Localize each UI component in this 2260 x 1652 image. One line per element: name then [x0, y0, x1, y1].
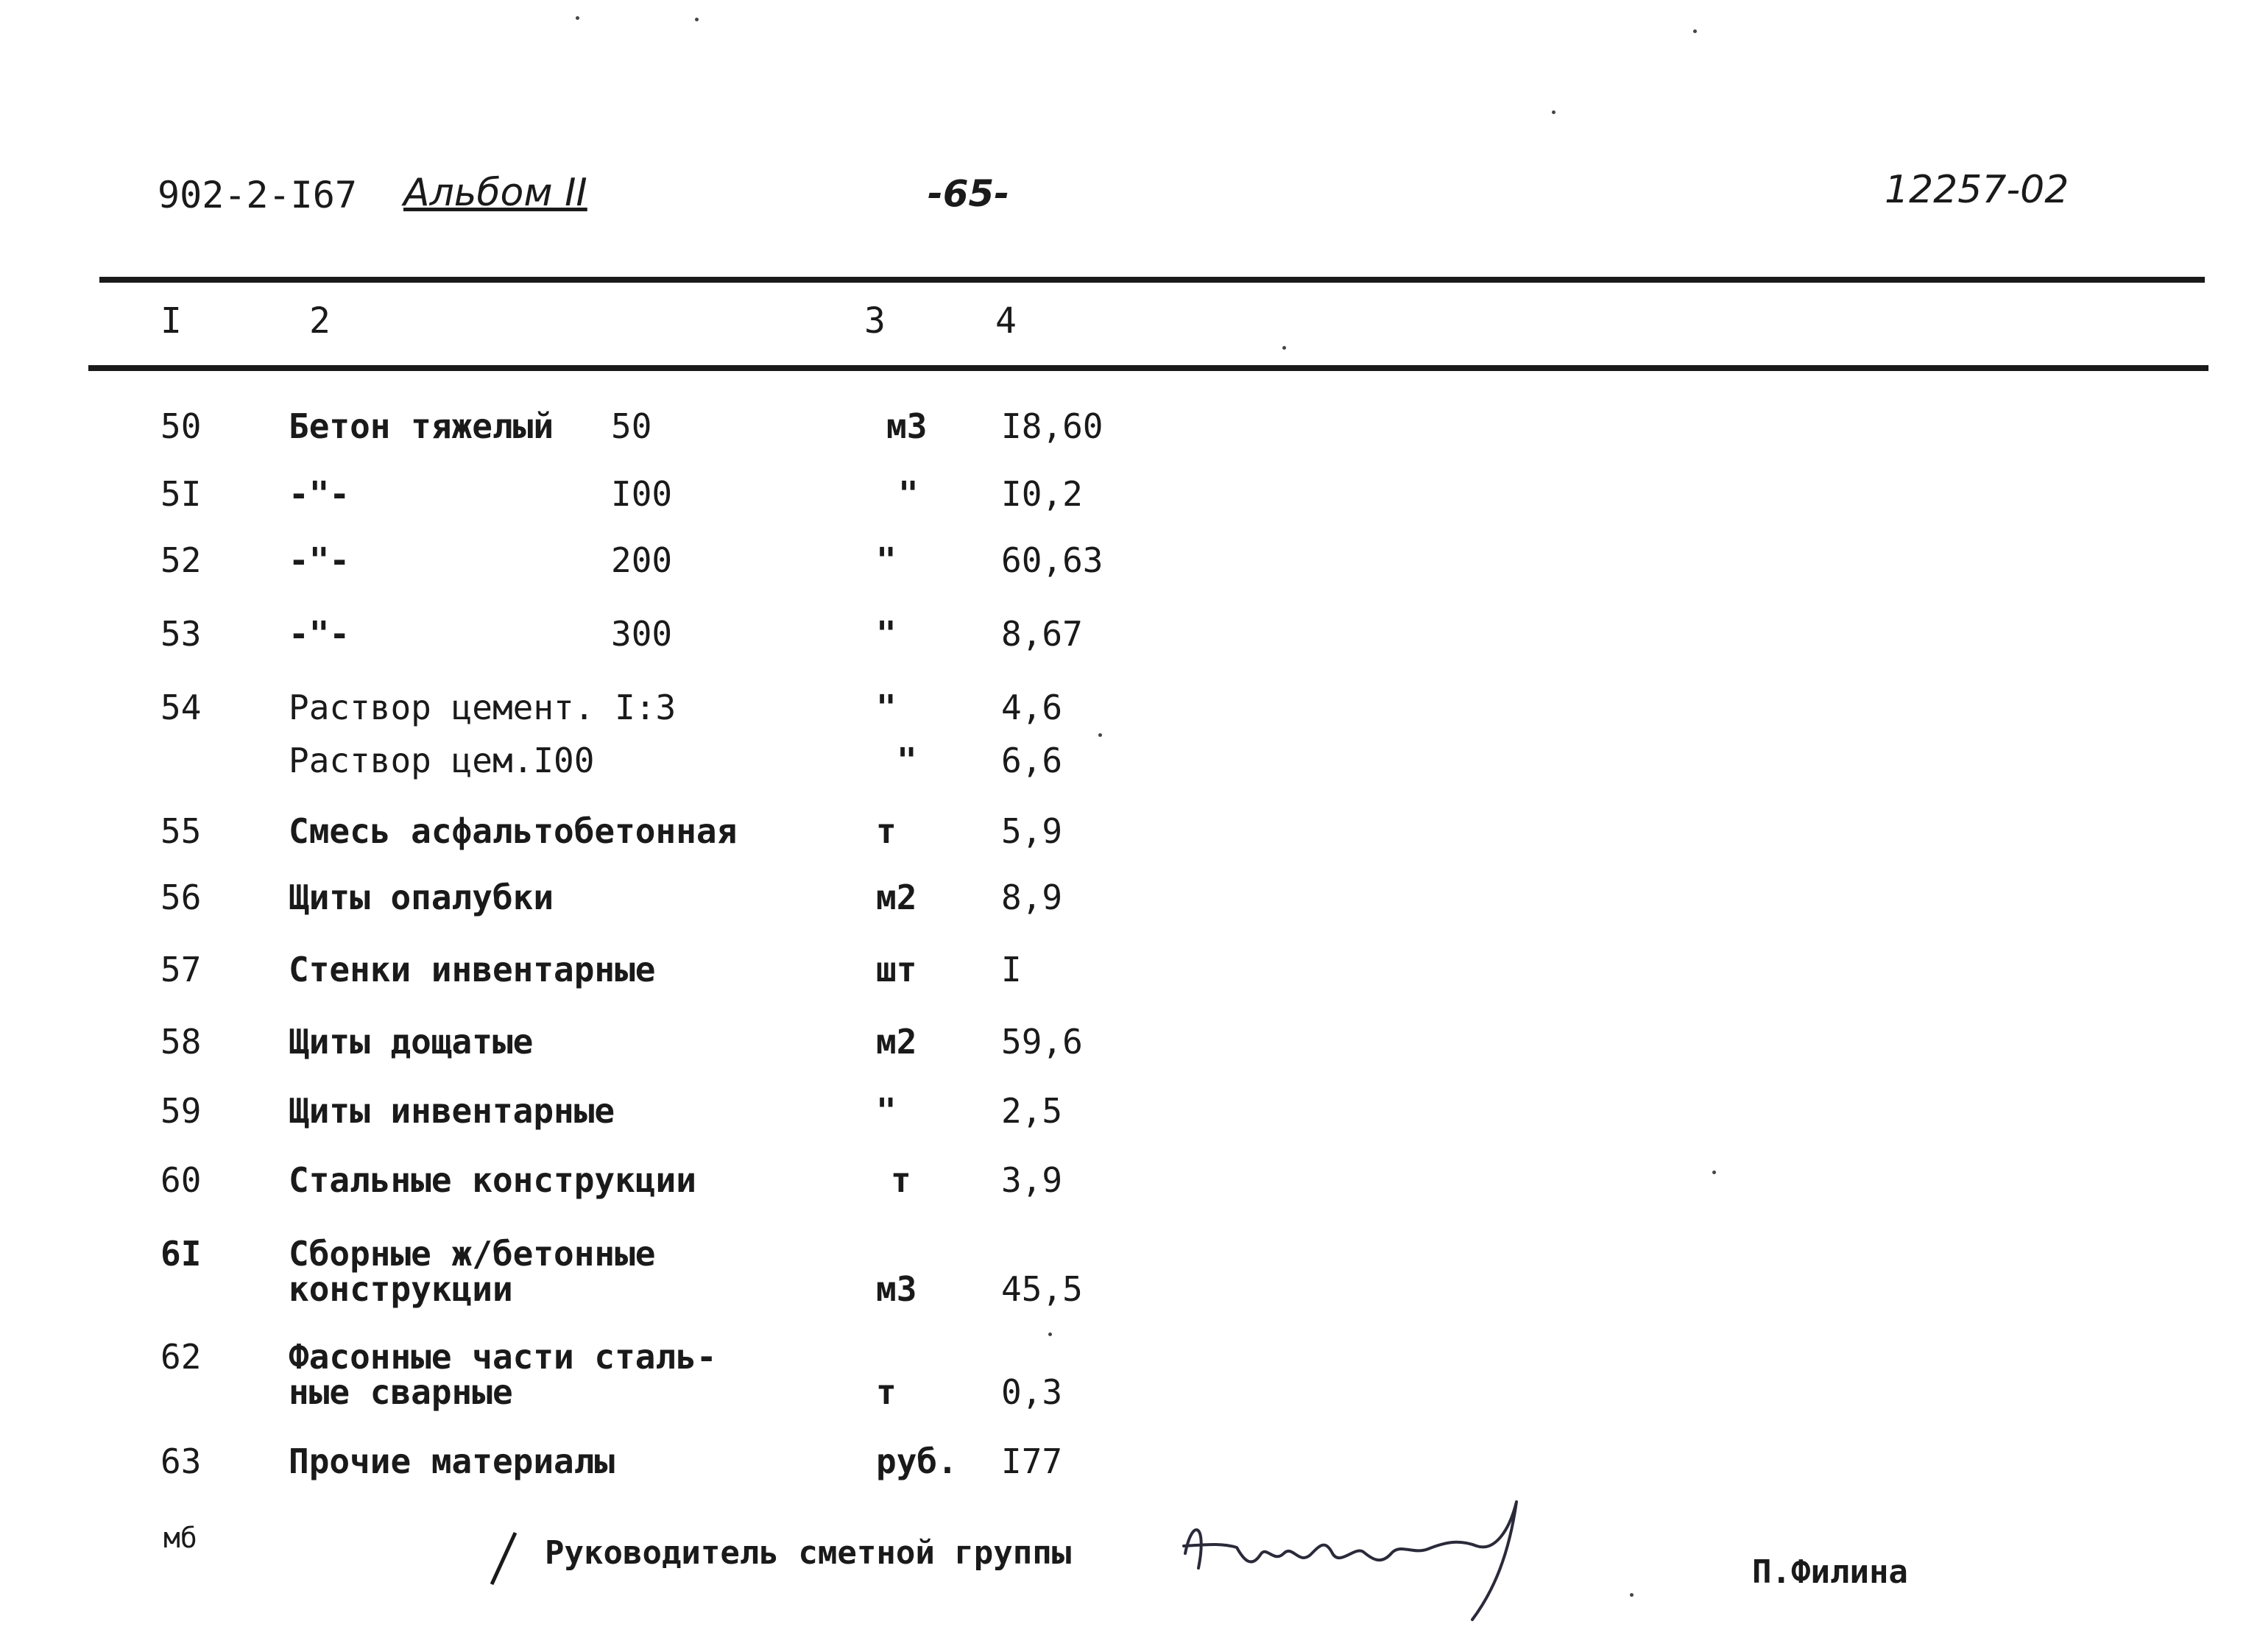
- document-code: 902-2-I67: [158, 174, 357, 216]
- unit: т: [876, 1372, 897, 1412]
- quantity: I: [1001, 950, 1022, 989]
- material-name: Щиты опалубки: [289, 878, 554, 917]
- top-rule: [99, 277, 2205, 283]
- material-grade: 300: [611, 614, 673, 654]
- material-name: Бетон тяжелый: [289, 406, 554, 446]
- material-name: Щиты дощатые: [289, 1022, 534, 1062]
- quantity: 59,6: [1001, 1022, 1083, 1062]
- material-name: Смесь асфальтобетонная: [289, 811, 738, 851]
- scan-speck: [1712, 1171, 1716, 1174]
- row-number: 56: [160, 878, 202, 917]
- quantity: 8,9: [1001, 878, 1063, 917]
- unit: ": [876, 540, 897, 580]
- unit: ": [876, 688, 897, 727]
- material-name: Стенки инвентарные: [289, 950, 656, 989]
- column-header-2: 2: [309, 300, 331, 342]
- scan-speck: [1552, 110, 1555, 114]
- quantity: 2,5: [1001, 1091, 1063, 1131]
- row-number: 60: [160, 1160, 202, 1200]
- quantity: 5,9: [1001, 811, 1063, 851]
- row-number: 54: [160, 688, 202, 727]
- header-bottom-rule: [88, 365, 2208, 371]
- quantity: I8,60: [1001, 406, 1103, 446]
- material-grade: 200: [611, 540, 673, 580]
- quantity: 6,6: [1001, 741, 1063, 780]
- unit: шт: [876, 950, 917, 989]
- row-number: 63: [160, 1441, 202, 1481]
- scan-speck: [1282, 346, 1286, 350]
- footer-mark: мб: [163, 1522, 197, 1554]
- row-number: 58: [160, 1022, 202, 1062]
- scan-speck: [576, 16, 579, 20]
- unit: т: [876, 811, 897, 851]
- material-name: Сборные ж/бетонные: [289, 1234, 656, 1274]
- scan-speck: [1630, 1593, 1634, 1597]
- scan-speck: [1098, 733, 1102, 737]
- column-header-3: 3: [864, 300, 886, 342]
- quantity: 8,67: [1001, 614, 1083, 654]
- material-name: Раствор цем.I00: [289, 741, 595, 780]
- material-grade: I00: [611, 474, 673, 514]
- unit: м3: [876, 1269, 917, 1309]
- column-header-4: 4: [995, 300, 1017, 342]
- material-name: Раствор цемент. I:3: [289, 688, 677, 727]
- quantity: 45,5: [1001, 1269, 1083, 1309]
- unit: руб.: [876, 1441, 958, 1481]
- quantity: 3,9: [1001, 1160, 1063, 1200]
- row-number: 50: [160, 406, 202, 446]
- material-name: -"-: [289, 614, 350, 654]
- material-name: -"-: [289, 540, 350, 580]
- row-number: 53: [160, 614, 202, 654]
- reference-number: 12257-02: [1885, 168, 2069, 212]
- quantity: 0,3: [1001, 1372, 1063, 1412]
- unit: м2: [876, 878, 917, 917]
- row-number: 55: [160, 811, 202, 851]
- row-number: 6I: [160, 1234, 202, 1274]
- material-name: Щиты инвентарные: [289, 1091, 615, 1131]
- unit: ": [876, 1091, 897, 1131]
- row-number: 5I: [160, 474, 202, 514]
- material-name-continued: конструкции: [289, 1269, 513, 1309]
- unit: ": [876, 614, 897, 654]
- quantity: I0,2: [1001, 474, 1083, 514]
- scan-speck: [695, 18, 699, 21]
- row-number: 52: [160, 540, 202, 580]
- material-name: -"-: [289, 474, 350, 514]
- unit: ": [898, 474, 919, 514]
- material-name: Фасонные части сталь-: [289, 1337, 717, 1377]
- scan-speck: [1693, 29, 1697, 33]
- unit: т: [891, 1160, 911, 1200]
- album-label: Альбом II: [403, 171, 587, 215]
- material-name-continued: ные сварные: [289, 1372, 513, 1412]
- quantity: 60,63: [1001, 540, 1103, 580]
- unit: м2: [876, 1022, 917, 1062]
- row-number: 59: [160, 1091, 202, 1131]
- row-number: 62: [160, 1337, 202, 1377]
- row-number: 57: [160, 950, 202, 989]
- material-name: Прочие материалы: [289, 1441, 615, 1481]
- quantity: I77: [1001, 1441, 1063, 1481]
- quantity: 4,6: [1001, 688, 1063, 727]
- unit: ": [897, 741, 917, 780]
- footer-role: Руководитель сметной группы: [545, 1534, 1072, 1572]
- page-number: -65-: [928, 172, 1010, 215]
- unit: м3: [886, 406, 928, 446]
- scan-speck: [1048, 1332, 1052, 1336]
- footer-name: П.Филина: [1752, 1553, 1908, 1591]
- column-header-1: I: [160, 300, 182, 342]
- material-name: Стальные конструкции: [289, 1160, 696, 1200]
- material-grade: 50: [611, 406, 652, 446]
